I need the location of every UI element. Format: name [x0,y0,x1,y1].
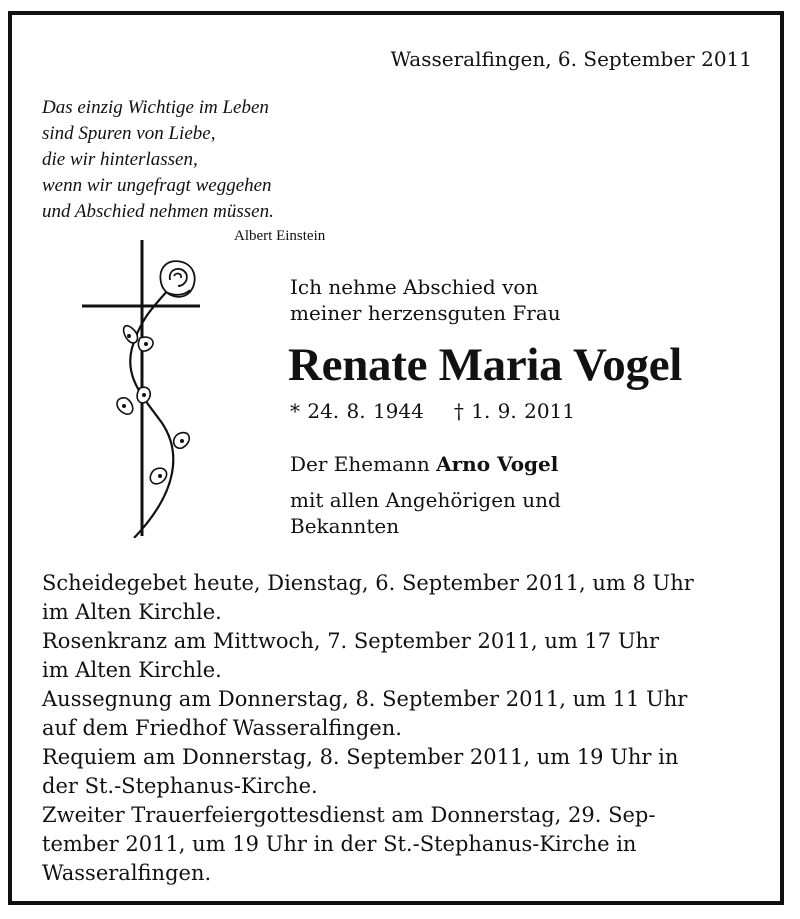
schedule-line: tember 2011, um 19 Uhr in der St.-Stephanus-Kirche in [42,832,637,856]
schedule-line: Wasseralfingen. [42,861,212,885]
schedule-line: Requiem am Donnerstag, 8. September 2011, um 19 Uhr in [42,745,679,769]
relatives-line: mit allen Angehörigen und [290,488,561,512]
intro-line: meiner herzensguten Frau [290,301,561,325]
quote-line: wenn wir ungefragt weggehen [42,175,272,196]
relatives-text [290,487,561,539]
intro-text [290,274,561,326]
quote-line: die wir hinterlassen, [42,149,198,170]
quote-author: Albert Einstein [234,228,326,244]
cross-with-rose-icon [82,238,202,538]
schedule-line: der St.-Stephanus-Kirche. [42,774,318,798]
quote-line: sind Spuren von Liebe, [42,123,216,144]
schedule-line: auf dem Friedhof Wasseralfingen. [42,716,402,740]
birth-date: * 24. 8. 1944 [290,399,424,423]
schedule-line: im Alten Kirchle. [42,600,222,624]
deceased-name: Renate Maria Vogel [288,339,683,391]
schedule-line: Rosenkranz am Mittwoch, 7. September 2011, um 17 Uhr [42,629,660,653]
intro-line: Ich nehme Abschied von [290,275,539,299]
schedule-line: Aussegnung am Donnerstag, 8. September 2011, um 11 Uhr [42,687,688,711]
survivor-name: Arno Vogel [436,452,559,476]
survivor-prefix: Der Ehemann [290,452,437,476]
quote-line: und Abschied nehmen müssen. [42,201,274,222]
death-date: † 1. 9. 2011 [453,399,575,423]
relatives-line: Bekannten [290,514,400,538]
obituary-notice [8,11,784,905]
schedule-line: Scheidegebet heute, Dienstag, 6. September 2011, um 8 Uhr [42,571,694,595]
place-and-date: Wasseralfingen, 6. September 2011 [390,47,752,71]
quote [42,95,382,225]
service-schedule [42,569,762,888]
life-dates [290,399,575,423]
survivor-line [290,452,558,476]
schedule-line: im Alten Kirchle. [42,658,222,682]
quote-line: Das einzig Wichtige im Leben [42,97,269,118]
schedule-line: Zweiter Trauerfeiergottesdienst am Donnerstag, 29. Sep- [42,803,656,827]
